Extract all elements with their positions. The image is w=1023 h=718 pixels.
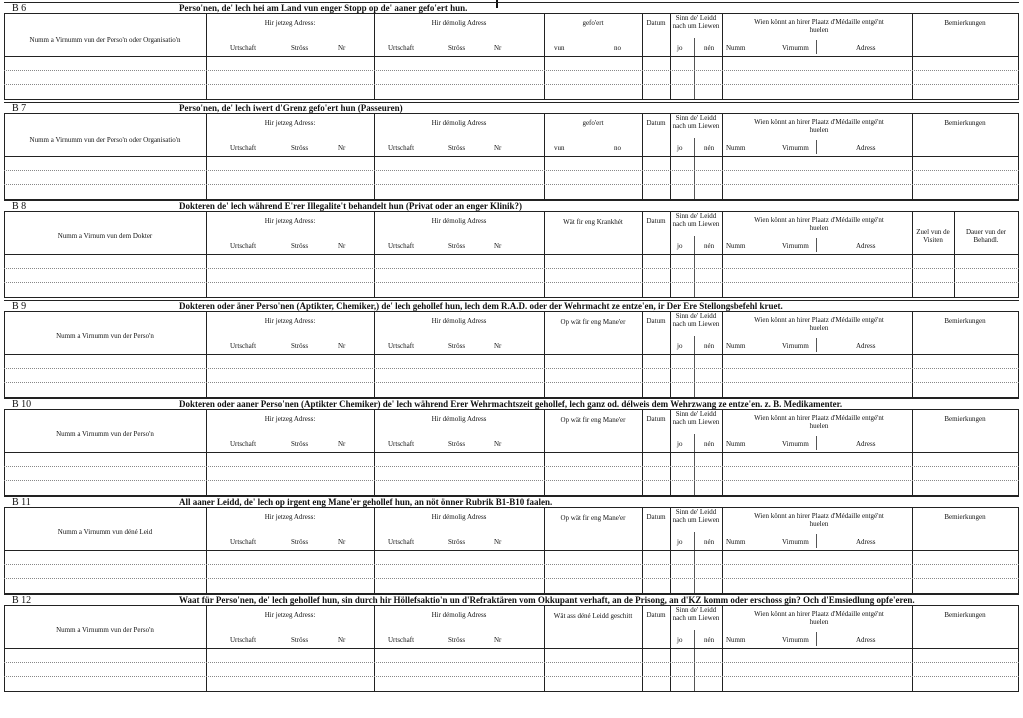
column-divider bbox=[1018, 410, 1019, 496]
medal-header: Wien könnt an hirer Plaatz d'Médaille entgé'nt huelen bbox=[754, 316, 884, 332]
entry-row-line bbox=[4, 268, 1019, 269]
section-b11 bbox=[4, 496, 1019, 594]
section-code: B 11 bbox=[12, 497, 31, 508]
medal-firstname-label: Virnumm bbox=[782, 242, 809, 250]
former-address-header: Hir démolig Adress bbox=[431, 317, 487, 325]
date-header: Datum bbox=[646, 217, 666, 225]
column-divider bbox=[1018, 14, 1019, 100]
entry-row-line bbox=[4, 662, 1019, 663]
column-divider bbox=[1018, 312, 1019, 398]
section-header-bar bbox=[4, 398, 1019, 410]
jo-nen-divider bbox=[694, 138, 695, 200]
date-header: Datum bbox=[646, 19, 666, 27]
former-address-header: Hir démolig Adress bbox=[431, 415, 487, 423]
current-number-label: Nr bbox=[338, 440, 346, 448]
former-street-label: Ströss bbox=[448, 44, 466, 52]
former-city-label: Urtschaft bbox=[388, 44, 415, 52]
yes-label: jo bbox=[677, 144, 683, 152]
medal-header: Wien könnt an hirer Plaatz d'Médaille entgé'nt huelen bbox=[754, 18, 884, 34]
section-code: B 6 bbox=[12, 3, 27, 14]
current-address-header: Hir jetzeg Adress: bbox=[264, 119, 316, 127]
no-label: nén bbox=[704, 44, 715, 52]
entry-row-line bbox=[4, 564, 1019, 565]
remarks-header: Bemierkungen bbox=[944, 119, 986, 127]
current-city-label: Urtschaft bbox=[230, 242, 257, 250]
current-address-header: Hir jetzeg Adress: bbox=[264, 415, 316, 423]
entry-row-line bbox=[4, 676, 1019, 677]
column-divider bbox=[1018, 508, 1019, 594]
no-label: nén bbox=[704, 144, 715, 152]
first-column-header: Numm a Virnumm vun der Perso'n bbox=[56, 430, 154, 438]
medal-header: Wien könnt an hirer Plaatz d'Médaille entgé'nt huelen bbox=[754, 118, 884, 134]
first-column-header: Numm a Virnumm vun der Perso'n bbox=[56, 626, 154, 634]
no-label: nén bbox=[704, 440, 715, 448]
middle-from-label: vun bbox=[554, 144, 565, 152]
column-divider bbox=[4, 212, 5, 298]
former-city-label: Urtschaft bbox=[388, 144, 415, 152]
medal-firstname-label: Virnumm bbox=[782, 538, 809, 546]
current-street-label: Ströss bbox=[291, 44, 309, 52]
section-table bbox=[4, 312, 1019, 398]
column-divider bbox=[722, 410, 723, 496]
middle-column-header: gefo'ert bbox=[582, 19, 604, 27]
current-address-header: Hir jetzeg Adress: bbox=[264, 611, 316, 619]
current-number-label: Nr bbox=[338, 44, 346, 52]
current-street-label: Ströss bbox=[291, 440, 309, 448]
section-header-bar bbox=[4, 594, 1019, 606]
current-street-label: Ströss bbox=[291, 342, 309, 350]
column-divider bbox=[722, 212, 723, 298]
entry-row-line bbox=[4, 84, 1019, 85]
entry-row-line bbox=[4, 368, 1019, 369]
column-divider bbox=[4, 410, 5, 496]
former-number-label: Nr bbox=[494, 342, 502, 350]
former-city-label: Urtschaft bbox=[388, 636, 415, 644]
medal-surname-label: Numm bbox=[726, 440, 746, 448]
section-header-bar bbox=[4, 200, 1019, 212]
current-street-label: Ströss bbox=[291, 144, 309, 152]
column-divider bbox=[4, 606, 5, 692]
medal-header: Wien könnt an hirer Plaatz d'Médaille entgé'nt huelen bbox=[754, 414, 884, 430]
entry-row-line bbox=[4, 480, 1019, 481]
section-b10 bbox=[4, 398, 1019, 496]
current-address-header: Hir jetzeg Adress: bbox=[264, 513, 316, 521]
section-code: B 8 bbox=[12, 201, 27, 212]
duration-header: Dauer vun der Behandl. bbox=[965, 228, 1007, 244]
medal-firstname-label: Virnumm bbox=[782, 636, 809, 644]
no-label: nén bbox=[704, 342, 715, 350]
entry-row-line bbox=[4, 466, 1019, 467]
sense-header: Sinn de' Leidd nach um Liewen bbox=[672, 312, 720, 328]
medal-address-label: Adress bbox=[856, 242, 876, 250]
jo-nen-divider bbox=[694, 434, 695, 496]
current-address-header: Hir jetzeg Adress: bbox=[264, 217, 316, 225]
section-code: B 12 bbox=[12, 595, 32, 606]
medal-firstname-label: Virnumm bbox=[782, 144, 809, 152]
no-label: nén bbox=[704, 538, 715, 546]
yes-label: jo bbox=[677, 342, 683, 350]
section-table bbox=[4, 606, 1019, 692]
section-title: Waat für Perso'nen, de' lech gehollef hun, sin durch hir Höllefsaktio'n un d'Refraktären vom Okkupant verhaft, an de Prisong, an d'KZ komm oder erschoss gin? Och d'Emsiedlung opfe'eren. bbox=[179, 595, 915, 605]
column-divider bbox=[4, 114, 5, 200]
jo-nen-divider bbox=[694, 532, 695, 594]
medal-surname-label: Numm bbox=[726, 636, 746, 644]
sense-header: Sinn de' Leidd nach um Liewen bbox=[672, 508, 720, 524]
former-street-label: Ströss bbox=[448, 440, 466, 448]
middle-to-label: no bbox=[614, 144, 621, 152]
current-city-label: Urtschaft bbox=[230, 44, 257, 52]
section-b6 bbox=[4, 2, 1019, 100]
former-number-label: Nr bbox=[494, 242, 502, 250]
column-divider bbox=[1018, 212, 1019, 298]
entry-row-line bbox=[4, 184, 1019, 185]
medal-address-label: Adress bbox=[856, 44, 876, 52]
former-number-label: Nr bbox=[494, 440, 502, 448]
current-street-label: Ströss bbox=[291, 242, 309, 250]
section-code: B 10 bbox=[12, 399, 32, 410]
entry-row-line bbox=[4, 578, 1019, 579]
section-header-bar bbox=[4, 300, 1019, 312]
current-city-label: Urtschaft bbox=[230, 440, 257, 448]
remarks-header: Bemierkungen bbox=[944, 317, 986, 325]
date-header: Datum bbox=[646, 119, 666, 127]
entry-row-line bbox=[4, 282, 1019, 283]
former-street-label: Ströss bbox=[448, 242, 466, 250]
medal-surname-label: Numm bbox=[726, 144, 746, 152]
header-bottom-line bbox=[4, 648, 1019, 649]
section-table bbox=[4, 14, 1019, 100]
section-title: Dokteren oder aaner Perso'nen (Aptikter Chemiker) de' lech während Erer Wehrmachtszeit gehollef, lech ganz od. délweis dem Wehrzwang ze entze'en. z. B. Medikamenter. bbox=[179, 399, 843, 409]
yes-label: jo bbox=[677, 538, 683, 546]
yes-label: jo bbox=[677, 440, 683, 448]
column-divider bbox=[912, 212, 913, 298]
date-header: Datum bbox=[646, 611, 666, 619]
medal-address-label: Adress bbox=[856, 144, 876, 152]
name-address-divider bbox=[816, 40, 817, 54]
jo-nen-divider bbox=[694, 38, 695, 100]
section-bottom-line bbox=[4, 691, 1019, 692]
column-divider bbox=[722, 606, 723, 692]
medal-firstname-label: Virnumm bbox=[782, 44, 809, 52]
medal-firstname-label: Virnumm bbox=[782, 440, 809, 448]
header-bottom-line bbox=[4, 354, 1019, 355]
column-divider bbox=[722, 508, 723, 594]
former-street-label: Ströss bbox=[448, 538, 466, 546]
former-city-label: Urtschaft bbox=[388, 538, 415, 546]
former-number-label: Nr bbox=[494, 44, 502, 52]
current-city-label: Urtschaft bbox=[230, 636, 257, 644]
visits-header: Zuel vun de Visiten bbox=[916, 228, 950, 244]
name-address-divider bbox=[816, 436, 817, 450]
section-bottom-line bbox=[4, 297, 1019, 298]
middle-column-header: Wät fir eng Krankhét bbox=[563, 218, 623, 226]
sense-header: Sinn de' Leidd nach um Liewen bbox=[672, 212, 720, 228]
former-address-header: Hir démolig Adress bbox=[431, 513, 487, 521]
medal-firstname-label: Virnumm bbox=[782, 342, 809, 350]
section-header-bar bbox=[4, 2, 1019, 14]
section-table bbox=[4, 212, 1019, 298]
current-number-label: Nr bbox=[338, 538, 346, 546]
section-table bbox=[4, 410, 1019, 496]
first-column-header: Numm a Virnumm vun der Perso'n bbox=[56, 332, 154, 340]
former-address-header: Hir démolig Adress bbox=[431, 217, 487, 225]
section-b7 bbox=[4, 102, 1019, 200]
current-address-header: Hir jetzeg Adress: bbox=[264, 317, 316, 325]
section-title: Perso'nen, de' lech hei am Land vun enger Stopp op de' aaner gefo'ert hun. bbox=[179, 3, 468, 13]
remarks-header: Bemierkungen bbox=[944, 19, 986, 27]
no-label: nén bbox=[704, 242, 715, 250]
section-b8 bbox=[4, 200, 1019, 298]
sense-header: Sinn de' Leidd nach um Liewen bbox=[672, 14, 720, 30]
medal-address-label: Adress bbox=[856, 342, 876, 350]
section-header-bar bbox=[4, 496, 1019, 508]
medal-surname-label: Numm bbox=[726, 44, 746, 52]
column-divider bbox=[4, 312, 5, 398]
former-city-label: Urtschaft bbox=[388, 440, 415, 448]
name-address-divider bbox=[816, 534, 817, 548]
current-street-label: Ströss bbox=[291, 538, 309, 546]
date-header: Datum bbox=[646, 513, 666, 521]
current-number-label: Nr bbox=[338, 636, 346, 644]
former-city-label: Urtschaft bbox=[388, 342, 415, 350]
sense-header: Sinn de' Leidd nach um Liewen bbox=[672, 410, 720, 426]
remarks-header: Bemierkungen bbox=[944, 415, 986, 423]
first-column-header: Numm a Virnum vun dem Dokter bbox=[57, 232, 153, 240]
current-number-label: Nr bbox=[338, 144, 346, 152]
former-address-header: Hir démolig Adress bbox=[431, 119, 487, 127]
header-bottom-line bbox=[4, 56, 1019, 57]
section-title: Dokteren de' lech während E'rer Illegalite't behandelt hun (Privat oder an enger Klinik?) bbox=[179, 201, 523, 211]
name-address-divider bbox=[816, 632, 817, 646]
column-divider bbox=[954, 212, 955, 298]
current-number-label: Nr bbox=[338, 342, 346, 350]
column-divider bbox=[1018, 114, 1019, 200]
column-divider bbox=[4, 508, 5, 594]
former-street-label: Ströss bbox=[448, 144, 466, 152]
header-bottom-line bbox=[4, 254, 1019, 255]
section-bottom-line bbox=[4, 99, 1019, 100]
medal-address-label: Adress bbox=[856, 636, 876, 644]
current-city-label: Urtschaft bbox=[230, 342, 257, 350]
former-street-label: Ströss bbox=[448, 342, 466, 350]
current-number-label: Nr bbox=[338, 242, 346, 250]
middle-column-header: Wät ass déné Leidd geschitt bbox=[553, 612, 633, 620]
first-column-header: Numm a Virnumm vun der Perso'n oder Organisatio'n bbox=[29, 36, 181, 44]
yes-label: jo bbox=[677, 636, 683, 644]
section-title: Perso'nen, de' lech iwert d'Grenz gefo'ert hun (Passeuren) bbox=[179, 103, 403, 113]
sense-header: Sinn de' Leidd nach um Liewen bbox=[672, 114, 720, 130]
entry-row-line bbox=[4, 382, 1019, 383]
name-address-divider bbox=[816, 140, 817, 154]
former-city-label: Urtschaft bbox=[388, 242, 415, 250]
column-divider bbox=[722, 114, 723, 200]
remarks-header: Bemierkungen bbox=[944, 611, 986, 619]
section-table bbox=[4, 508, 1019, 594]
current-address-header: Hir jetzeg Adress: bbox=[264, 19, 316, 27]
medal-surname-label: Numm bbox=[726, 538, 746, 546]
first-column-header: Numm a Virnumm vun der Perso'n oder Organisatio'n bbox=[29, 136, 181, 144]
entry-row-line bbox=[4, 170, 1019, 171]
jo-nen-divider bbox=[694, 336, 695, 398]
former-number-label: Nr bbox=[494, 636, 502, 644]
medal-address-label: Adress bbox=[856, 538, 876, 546]
former-number-label: Nr bbox=[494, 538, 502, 546]
column-divider bbox=[722, 14, 723, 100]
jo-nen-divider bbox=[694, 630, 695, 692]
yes-label: jo bbox=[677, 44, 683, 52]
section-title: All aaner Leidd, de' lech op irgent eng Mane'er gehollef hun, an nöt önner Rubrik B1-B10 faalen. bbox=[179, 497, 553, 507]
former-street-label: Ströss bbox=[448, 636, 466, 644]
section-b12 bbox=[4, 594, 1019, 692]
current-city-label: Urtschaft bbox=[230, 144, 257, 152]
first-column-header: Numm a Virnumm vun déné Leid bbox=[57, 528, 153, 536]
medal-address-label: Adress bbox=[856, 440, 876, 448]
section-code: B 9 bbox=[12, 301, 27, 312]
former-number-label: Nr bbox=[494, 144, 502, 152]
name-address-divider bbox=[816, 238, 817, 252]
no-label: nén bbox=[704, 636, 715, 644]
column-divider bbox=[722, 312, 723, 398]
column-divider bbox=[1018, 606, 1019, 692]
entry-row-line bbox=[4, 70, 1019, 71]
former-address-header: Hir démolig Adress bbox=[431, 611, 487, 619]
header-bottom-line bbox=[4, 452, 1019, 453]
middle-from-label: vun bbox=[554, 44, 565, 52]
yes-label: jo bbox=[677, 242, 683, 250]
current-street-label: Ströss bbox=[291, 636, 309, 644]
medal-surname-label: Numm bbox=[726, 242, 746, 250]
middle-to-label: no bbox=[614, 44, 621, 52]
name-address-divider bbox=[816, 338, 817, 352]
middle-column-header: gefo'ert bbox=[582, 119, 604, 127]
section-code: B 7 bbox=[12, 103, 27, 114]
section-header-bar bbox=[4, 102, 1019, 114]
section-b9 bbox=[4, 300, 1019, 398]
jo-nen-divider bbox=[694, 236, 695, 298]
column-divider bbox=[4, 14, 5, 100]
header-bottom-line bbox=[4, 550, 1019, 551]
sense-header: Sinn de' Leidd nach um Liewen bbox=[672, 606, 720, 622]
medal-header: Wien könnt an hirer Plaatz d'Médaille entgé'nt huelen bbox=[754, 216, 884, 232]
header-bottom-line bbox=[4, 156, 1019, 157]
medal-header: Wien könnt an hirer Plaatz d'Médaille entgé'nt huelen bbox=[754, 512, 884, 528]
medal-surname-label: Numm bbox=[726, 342, 746, 350]
date-header: Datum bbox=[646, 317, 666, 325]
middle-column-header: Op wät fir eng Mane'er bbox=[560, 514, 626, 522]
section-table bbox=[4, 114, 1019, 200]
date-header: Datum bbox=[646, 415, 666, 423]
remarks-header: Bemierkungen bbox=[944, 513, 986, 521]
middle-column-header: Op wät fir eng Mane'er bbox=[560, 416, 626, 424]
section-title: Dokteren oder äner Perso'nen (Aptikter, Chemiker,) de' lech gehollef hun, lech dem R.A.D. oder der Wehrmacht ze entze'en, ir Der Ere Stellongsbefehl kruet. bbox=[179, 301, 783, 311]
former-address-header: Hir démolig Adress bbox=[431, 19, 487, 27]
current-city-label: Urtschaft bbox=[230, 538, 257, 546]
middle-column-header: Op wät fir eng Mane'er bbox=[560, 318, 626, 326]
medal-header: Wien könnt an hirer Plaatz d'Médaille entgé'nt huelen bbox=[754, 610, 884, 626]
